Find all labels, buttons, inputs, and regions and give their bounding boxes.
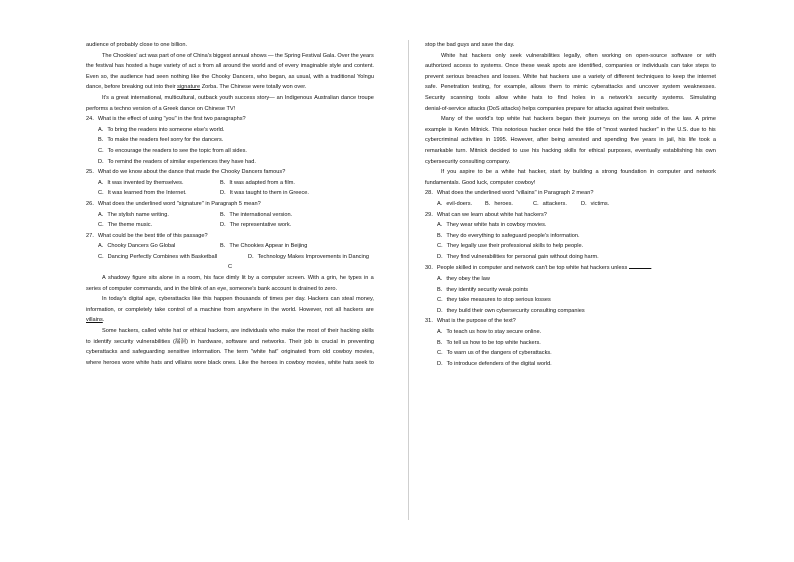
text-line: A shadowy figure sits alone in a room, his face dimly lit by a computer screen. With a grin, he types in a <box>102 275 374 282</box>
question-30-option-d: D．they build their own cybersecurity consulting companies <box>437 307 585 314</box>
text-line: denial-of-service attacks (DoS attacks) helps companies prepare for attacks against their websites. <box>425 105 670 112</box>
text-line: cybersecurity consulting company. <box>425 158 511 165</box>
question-25-stem: 25．What do we know about the dance that made the Chooky Dancers famous? <box>86 169 286 176</box>
question-28-option-a: A．evil-doers. <box>437 200 473 207</box>
question-24-option-a: A．To bring the readers into someone else's world. <box>98 126 225 133</box>
question-25-options-row <box>86 178 374 189</box>
question-29-option-d: D．They find vulnerabilities for personal gain without doing harm. <box>437 253 599 260</box>
text-line: information, or completely take control of a machine from anywhere in the world. However, not all hackers are <box>86 306 374 313</box>
text-line: White hat hackers only seek vulnerabilities legally, often working on open-source software or with <box>441 52 716 59</box>
question-30-option-c: C．they take measures to stop serious losses <box>437 297 551 304</box>
question-28-stem: 28．What does the underlined word "villains" in Paragraph 2 mean? <box>425 190 594 197</box>
question-31-option-d: D．To introduce defenders of the digital world. <box>437 360 552 367</box>
text-line: the festival has hosted a huge variety of act s from all around the world and of every imaginable style and content. <box>86 63 374 70</box>
text-line: remarkable turn. Mitnick decided to use his hacking skills for ethical purposes, eventually establishing his own <box>425 147 716 154</box>
text-line: Many of the world's top white hat hackers began their journeys on the wrong side of the law. A prime <box>441 116 716 123</box>
question-26-stem: 26．What does the underlined word "signature" in Paragraph 5 mean? <box>86 200 261 207</box>
question-27-options-row <box>86 252 374 263</box>
question-26-options-row <box>86 220 374 231</box>
question-27-option-d: D．Technology Makes Improvements in Dancing <box>248 253 369 260</box>
question-30-option-a: A．they obey the law <box>437 276 490 283</box>
question-26-option-d: D．The representative work. <box>220 222 292 229</box>
text-line: example is Kevin Mitnick. This notorious hacker once held the title of "most wanted hacker" in the U.S. due to his <box>425 126 716 133</box>
question-24-option-b: B．To make the readers feel sorry for the dancers. <box>98 137 224 144</box>
text-line: It's a great international, multicultural, outback youth success story— an Indigenous Australian dance troupe <box>102 94 374 101</box>
text-line: Even so, the audience had seen nothing like the Chooky Dancers, who began, as usual, with a traditional Yolngu <box>86 73 374 80</box>
question-26-option-c: C．The theme music. <box>98 222 153 229</box>
question-28-options-row <box>425 199 716 210</box>
question-25-option-b: B．It was adapted from a film. <box>220 179 295 186</box>
question-27-stem: 27．What could be the best title of this passage? <box>86 232 208 239</box>
question-28-option-b: B．heroes. <box>485 200 513 207</box>
question-29-option-a: A．They wear white hats in cowboy movies. <box>437 222 547 229</box>
text-line: prevent serious breaches and losses. White hat hackers use a variety of different techniques to keep the internet <box>425 73 716 80</box>
text-line: stop the bad guys and save the day. <box>425 42 515 48</box>
text-line: Security scanning tools allow white hats to find holes in a network's security systems. Simulating <box>425 94 716 101</box>
text-line: authorized access to systems. Once these weak spots are identified, companies or individuals can take steps to <box>425 63 716 70</box>
question-27-options-row <box>86 241 374 252</box>
text-line: to identify security vulnerabilities (漏洞) in hardware, software and networks. Their job is crucial in preventing <box>86 338 374 345</box>
left-column <box>86 40 374 368</box>
question-31-option-c: C．To warn us of the dangers of cyberattacks. <box>437 350 552 357</box>
question-28-option-d: D．victims. <box>581 200 610 207</box>
answer-blank <box>629 262 651 269</box>
text-line: The Chookies' act was part of one of China's biggest annual shows — the Spring Festival Gala. Over the years <box>102 52 374 59</box>
question-30-option-b: B．they identify security weak points <box>437 286 529 293</box>
text-line: In today's digital age, cyberattacks like this happen thousands of times per day. Hackers can steal money, <box>102 296 374 303</box>
column-divider <box>408 40 409 520</box>
text-line: performs a techno version of a Greek dance on Chinese TV! <box>86 105 236 112</box>
question-25-options-row <box>86 188 374 199</box>
text-line: cyberattacks and safeguarding sensitive information. The term "white hat" originated from old cowboy movies, <box>86 349 374 356</box>
text-line: safe. Penetration testing, for example, allows them to mimic cyberattacks and uncover system weaknesses. <box>425 84 716 91</box>
question-24-stem: 24．What is the effect of using "you" in the first two paragraphs? <box>86 116 246 123</box>
question-24-option-d: D．To remind the readers of similar experiences they have had. <box>98 158 256 165</box>
question-26-option-a: A．The stylish name writing. <box>98 211 169 218</box>
question-26-options-row <box>86 210 374 221</box>
question-30-stem: 30．People skilled in computer and network can't be top white hat hackers unless . <box>425 262 716 274</box>
question-25-option-a: A．It was invented by themselves. <box>98 179 184 186</box>
question-31-stem: 31．What is the purpose of the text? <box>425 318 516 325</box>
question-26-option-b: B．The international version. <box>220 211 293 218</box>
text-line: series of computer commands, and in the blink of an eye, someone's bank account is drained to zero. <box>86 285 338 292</box>
right-column <box>425 40 716 369</box>
text-line: cybercriminal activities in 1995. However, after being arrested and spending five years in jail, his life took a <box>425 137 716 144</box>
question-25-option-d: D．It was taught to them in Greece. <box>220 190 309 197</box>
text-line: fundamentals. Good luck, computer cowboy! <box>425 179 536 186</box>
text-line: Some hackers, called white hat or ethical hackers, are individuals who make the most of their hacking skills <box>102 328 374 335</box>
question-24-option-c: C．To encourage the readers to see the topic from all sides. <box>98 147 247 154</box>
question-27-option-c: C．Dancing Perfectly Combines with Basketball <box>98 253 218 260</box>
text-line: dance, before breaking out into their signature Zorba. The Chinese were totally won over. <box>86 82 374 93</box>
underlined-word-signature: signature <box>177 84 201 91</box>
underlined-word-villains: villains <box>86 317 103 324</box>
question-31-option-b: B．To tell us how to be top white hackers. <box>437 339 541 346</box>
section-c-heading: C <box>227 264 233 271</box>
question-31-option-a: A．To teach us how to stay secure online. <box>437 329 542 336</box>
question-28-option-c: C．attackers. <box>533 200 567 207</box>
question-27-option-a: A．Chooky Dancers Go Global <box>98 243 176 250</box>
question-25-option-c: C．It was learned from the Internet. <box>98 190 187 197</box>
question-29-option-c: C．They legally use their professional skills to help people. <box>437 243 584 250</box>
text-line: audience of probably close to one billion. <box>86 42 188 48</box>
question-29-stem: 29．What can we learn about white hat hackers? <box>425 211 547 218</box>
question-29-option-b: B．They do everything to safeguard people's information. <box>437 232 580 239</box>
text-line: where heroes wore white hats and villains wore black ones. Like the heroes in cowboy movies, white hats seek to <box>86 359 374 366</box>
question-27-option-b: B．The Chookies Appear in Beijing <box>220 243 308 250</box>
text-line: If you aspire to be a white hat hacker, start by building a strong foundation in computer and network <box>441 169 716 176</box>
text-line: villains . <box>86 315 374 326</box>
